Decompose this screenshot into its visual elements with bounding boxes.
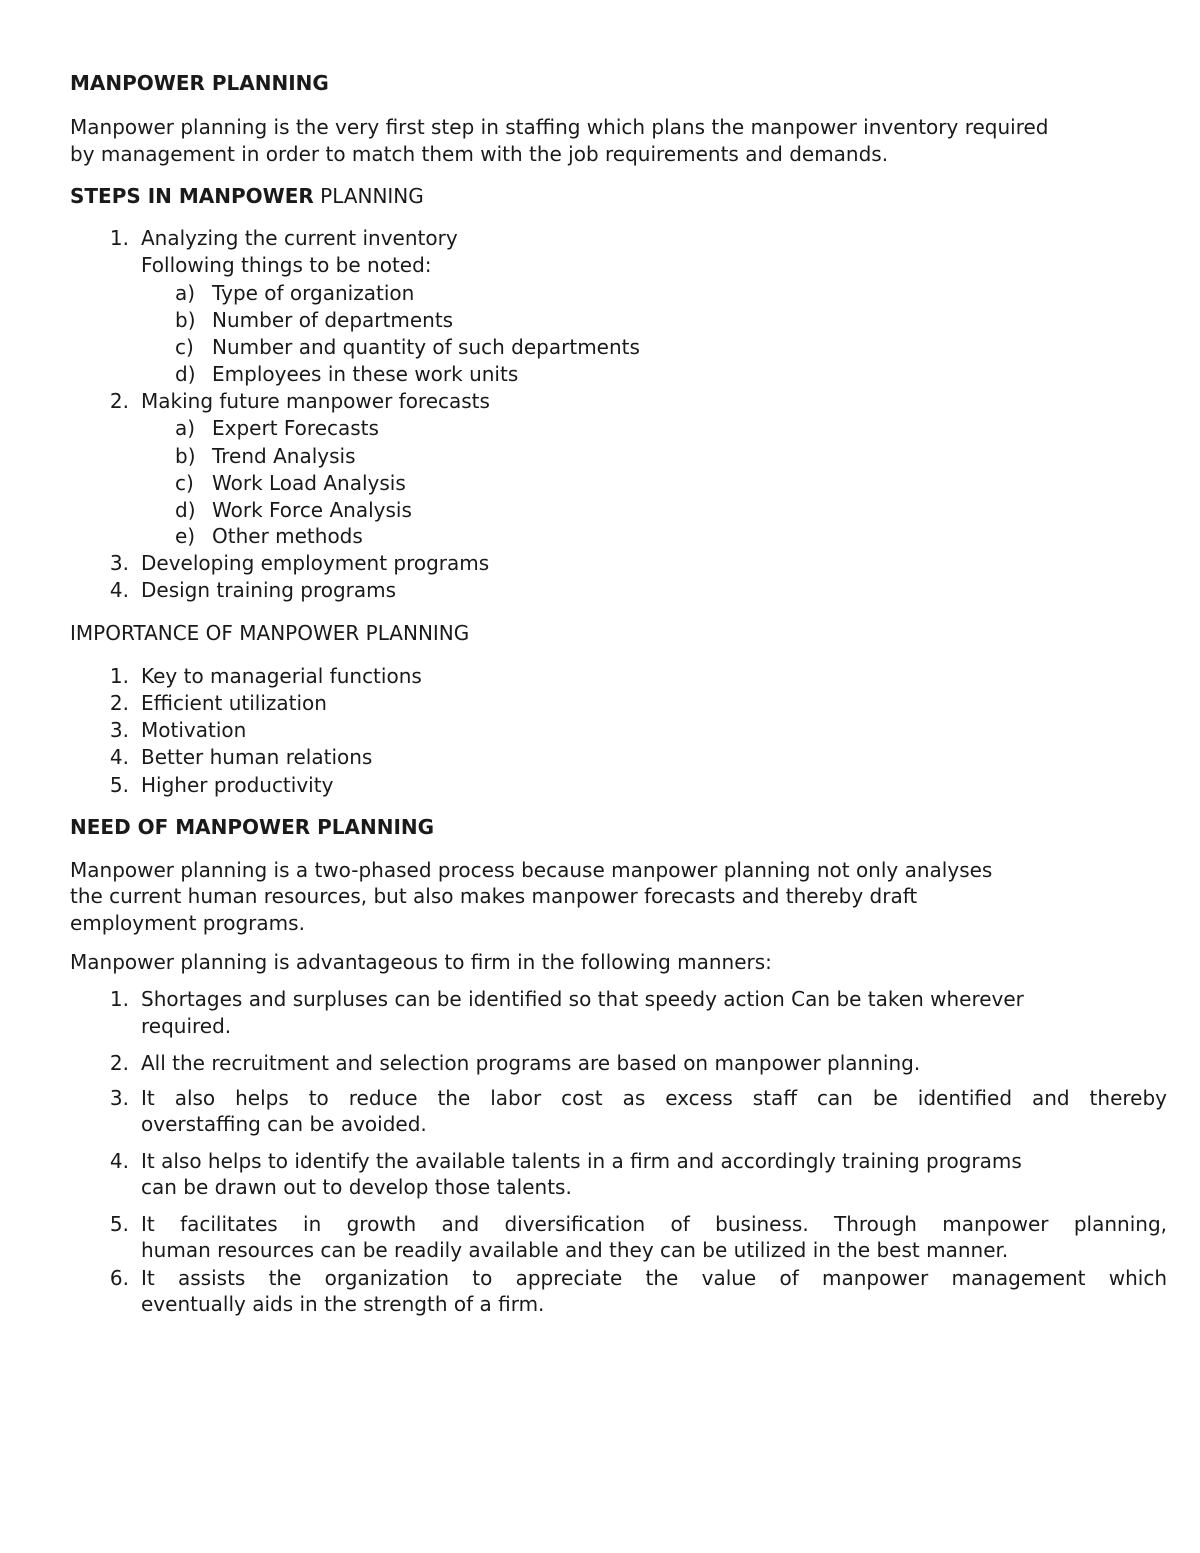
sub-list-text: Number of departments — [212, 308, 454, 332]
list-item-continuation — [70, 1237, 1100, 1263]
list-text: Motivation — [141, 718, 247, 742]
list-text: Making future manpower forecasts — [141, 389, 490, 413]
sub-list-item — [70, 334, 1100, 360]
list-number: 2. — [109, 389, 129, 413]
need-paragraph-2: Manpower planning is advantageous to firm in the following manners: — [70, 950, 772, 974]
need-heading: NEED OF MANPOWER PLANNING — [70, 815, 435, 839]
list-item — [70, 1085, 1167, 1111]
page-title: MANPOWER PLANNING — [70, 71, 329, 95]
list-item — [70, 744, 1100, 770]
list-text: Developing employment programs — [141, 551, 490, 575]
intro-line: by management in order to match them with the job requirements and demands. — [70, 142, 889, 166]
list-text: It facilitates in growth and diversification of business. Through manpower planning, — [141, 1212, 1167, 1236]
list-item — [70, 717, 1100, 743]
sub-list-item — [70, 361, 1100, 387]
list-text: can be drawn out to develop those talents. — [141, 1175, 572, 1199]
list-text: overstaffing can be avoided. — [141, 1112, 427, 1136]
list-text: It assists the organization to appreciate the value of manpower management which — [141, 1266, 1167, 1290]
list-item — [70, 1148, 1100, 1174]
sub-list-item — [70, 415, 1100, 441]
list-text: Analyzing the current inventory — [141, 226, 458, 250]
list-item — [70, 690, 1100, 716]
list-item — [70, 772, 1100, 798]
sub-list-label: c) — [175, 335, 194, 359]
list-text: Higher productivity — [141, 773, 334, 797]
sub-list-text: Work Force Analysis — [212, 498, 412, 522]
sub-list-label: a) — [175, 281, 196, 305]
list-item — [70, 550, 1100, 576]
sub-list-label: a) — [175, 416, 196, 440]
list-number: 2. — [109, 691, 129, 715]
list-text: Shortages and surpluses can be identified so that speedy action Can be taken wherever — [141, 987, 1024, 1011]
list-number: 5. — [109, 773, 129, 797]
list-text: required. — [141, 1014, 232, 1038]
list-text: It also helps to identify the available talents in a firm and accordingly training programs — [141, 1149, 1022, 1173]
sub-list-text: Employees in these work units — [212, 362, 519, 386]
sub-list-label: c) — [175, 471, 194, 495]
need-paragraph-line: the current human resources, but also makes manpower forecasts and thereby draft — [70, 884, 918, 908]
list-note — [70, 252, 1100, 278]
list-number: 4. — [109, 745, 129, 769]
sub-list-text: Type of organization — [212, 281, 415, 305]
list-number: 1. — [109, 664, 129, 688]
steps-heading-bold: STEPS IN MANPOWER — [70, 184, 314, 208]
sub-list-label: b) — [175, 308, 196, 332]
sub-list-item — [70, 497, 1100, 523]
list-text: Efficient utilization — [141, 691, 327, 715]
list-text: It also helps to reduce the labor cost as excess staff can be identified and thereby — [141, 1086, 1167, 1110]
list-item — [70, 577, 1100, 603]
list-item-continuation — [70, 1291, 1100, 1317]
list-text: Better human relations — [141, 745, 373, 769]
list-item — [70, 388, 1100, 414]
sub-list-item — [70, 307, 1100, 333]
sub-list-label: e) — [175, 524, 196, 548]
list-number: 5. — [109, 1212, 129, 1236]
sub-list-label: b) — [175, 444, 196, 468]
list-number: 3. — [109, 551, 129, 575]
list-note-text: Following things to be noted: — [141, 253, 432, 277]
sub-list-text: Work Load Analysis — [212, 471, 406, 495]
list-number: 3. — [109, 718, 129, 742]
sub-list-label: d) — [175, 362, 196, 386]
list-number: 4. — [109, 578, 129, 602]
list-item-continuation — [70, 1013, 1100, 1039]
need-paragraph-line: Manpower planning is a two-phased process because manpower planning not only analyses — [70, 858, 993, 882]
list-number: 1. — [109, 987, 129, 1011]
list-item — [70, 986, 1100, 1012]
list-text: All the recruitment and selection programs are based on manpower planning. — [141, 1051, 921, 1075]
list-number: 3. — [109, 1086, 129, 1110]
list-number: 4. — [109, 1149, 129, 1173]
sub-list-item — [70, 443, 1100, 469]
sub-list-label: d) — [175, 498, 196, 522]
list-text: Key to managerial functions — [141, 664, 422, 688]
intro-line: Manpower planning is the very first step in staffing which plans the manpower inventory required — [70, 115, 1049, 139]
steps-heading-plain: PLANNING — [313, 184, 424, 208]
sub-list-text: Number and quantity of such departments — [212, 335, 640, 359]
list-item — [70, 225, 1100, 251]
sub-list-text: Expert Forecasts — [212, 416, 379, 440]
list-item-continuation — [70, 1111, 1100, 1137]
importance-heading: IMPORTANCE OF MANPOWER PLANNING — [70, 621, 470, 645]
need-paragraph-line: employment programs. — [70, 911, 305, 935]
sub-list-item — [70, 523, 1100, 549]
list-item — [70, 1211, 1167, 1237]
sub-list-item — [70, 280, 1100, 306]
sub-list-text: Other methods — [212, 524, 363, 548]
steps-heading — [70, 183, 424, 209]
list-text: Design training programs — [141, 578, 397, 602]
list-item — [70, 1050, 1100, 1076]
list-item — [70, 663, 1100, 689]
sub-list-item — [70, 470, 1100, 496]
list-text: eventually aids in the strength of a firm. — [141, 1292, 545, 1316]
list-number: 1. — [109, 226, 129, 250]
list-item-continuation — [70, 1174, 1100, 1200]
list-number: 2. — [109, 1051, 129, 1075]
list-text: human resources can be readily available and they can be utilized in the best manner. — [141, 1238, 1009, 1262]
list-item — [70, 1265, 1167, 1291]
list-number: 6. — [109, 1266, 129, 1290]
sub-list-text: Trend Analysis — [212, 444, 356, 468]
